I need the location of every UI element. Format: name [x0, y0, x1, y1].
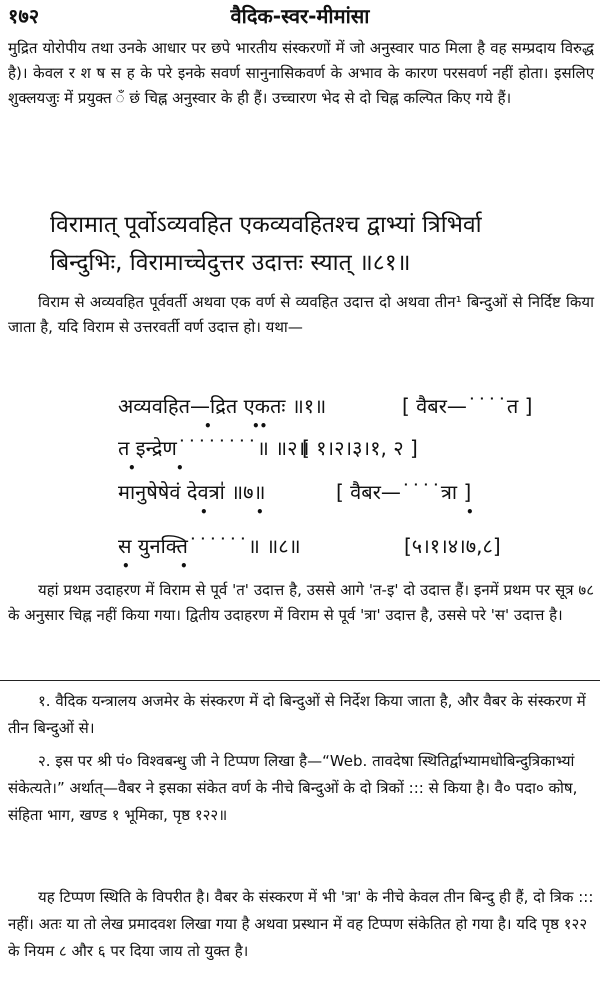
udatta-dots: •• [252, 419, 268, 433]
footnote-separator [0, 680, 600, 681]
example-1-ref: [ वैबर—˙˙˙˙त ] [402, 394, 533, 418]
example-3-text: मानुषेषेवं देवत्रा॑ ॥७॥ [118, 480, 266, 504]
example-4-text: स युनक्ति˙˙˙˙˙˙॥ ॥८॥ [118, 534, 301, 558]
intro-paragraph: मुद्रित योरोपीय तथा उनके आधार पर छपे भारतीय संस्करणों में जो अनुस्वार पाठ मिला है वह सम्प्रदाय विरुद्ध है)। केवल र श ष स ह के परे इनके सवर्ण सानुनासिकवर्ण के अभाव के कारण परसवर्ण नहीं होता। इसलिए शुक्लयजुः में प्रयुक्त ँ छं चिह्न अनुस्वार के ही हैं। उच्चारण भेद से दो चिह्न कल्पित किए गये हैं। [8, 39, 594, 107]
explanation-paragraph: विराम से अव्यवहित पूर्ववर्ती अथवा एक वर्ण से व्यवहित उदात्त दो अथवा तीन¹ बिन्दुओं से निर्दिष्ट किया जाता है, यदि विराम से उत्तरवर्ती वर्ण उदात्त हो। यथा— [8, 293, 594, 336]
udatta-dots: • [128, 461, 136, 475]
sutra-line-2: बिन्दुभिः, विरामाच्चेदुत्तर उदात्तः स्यात् ॥८१॥ [50, 250, 411, 276]
analysis-paragraph: यहां प्रथम उदाहरण में विराम से पूर्व 'त' उदात्त है, उससे आगे 'त-इ' दो उदात्त हैं। इनमें प्रथम पर सूत्र ७८ के अनुसार चिह्न नहीं किया गया। द्वितीय उदाहरण में विराम से पूर्व 'त्रा' उदात्त है, उससे परे 'स' उदात्त है। [8, 581, 594, 624]
example-4-ref: [५।१।४।७,८] [404, 534, 501, 558]
udatta-dots: • [466, 505, 474, 519]
example-3-ref: [ वैबर—˙˙˙˙त्रा ] [336, 480, 472, 504]
example-1-text: अव्यवहित—द्रित एकतः ॥१॥ [118, 394, 327, 418]
udatta-dots: • [256, 505, 264, 519]
page-header [8, 2, 592, 28]
page-number: १७२ [8, 4, 40, 28]
sutra-line-1: विरामात् पूर्वोऽव्यवहित एकव्यवहितश्च द्वाभ्यां त्रिभिर्वा [50, 212, 482, 238]
udatta-dots: • [200, 505, 208, 519]
footnote-2-continuation: यह टिप्पण स्थिति के विपरीत है। वैबर के संस्करण में भी 'त्रा' के नीचे केवल तीन बिन्दु ही हैं, दो त्रिक ::: नहीं। अतः या तो लेख प्रमादवश लिखा गया है अथवा प्रस्थान में वह टिप्पण संकेतित हो गया है। यदि पृष्ठ १२२ के नियम ८ और ६ पर दिया जाय तो युक्त है। [8, 888, 594, 960]
footnote-2: २. इस पर श्री पं० विश्वबन्धु जी ने टिप्पण लिखा है—“Web. तावदेषा स्थितिर्द्वाभ्यामधोबिन्दुत्रिकाभ्यां संकेत्यते।” अर्थात्—वैबर ने इसका संकेत वर्ण के नीचे बिन्दुओं के दो त्रिकों ::: से किया है। वै० पदा० कोष, संहिता भाग, खण्ड १ भूमिका, पृष्ठ १२२॥ [8, 752, 578, 824]
udatta-dots: • [122, 559, 130, 573]
udatta-dots: • [204, 419, 212, 433]
udatta-dots: • [176, 461, 184, 475]
running-title: वैदिक-स्वर-मीमांसा [230, 4, 370, 28]
example-2-ref: [ १।२।३।१, २ ] [302, 436, 418, 460]
udatta-dots: • [180, 559, 188, 573]
example-2-text: त इन्द्रेण˙˙˙˙˙˙˙˙॥ ॥२॥ [118, 436, 310, 460]
footnote-1: १. वैदिक यन्त्रालय अजमेर के संस्करण में दो बिन्दुओं से निर्देश किया जाता है, और वैबर के संस्करण में तीन बिन्दुओं से। [8, 692, 586, 737]
